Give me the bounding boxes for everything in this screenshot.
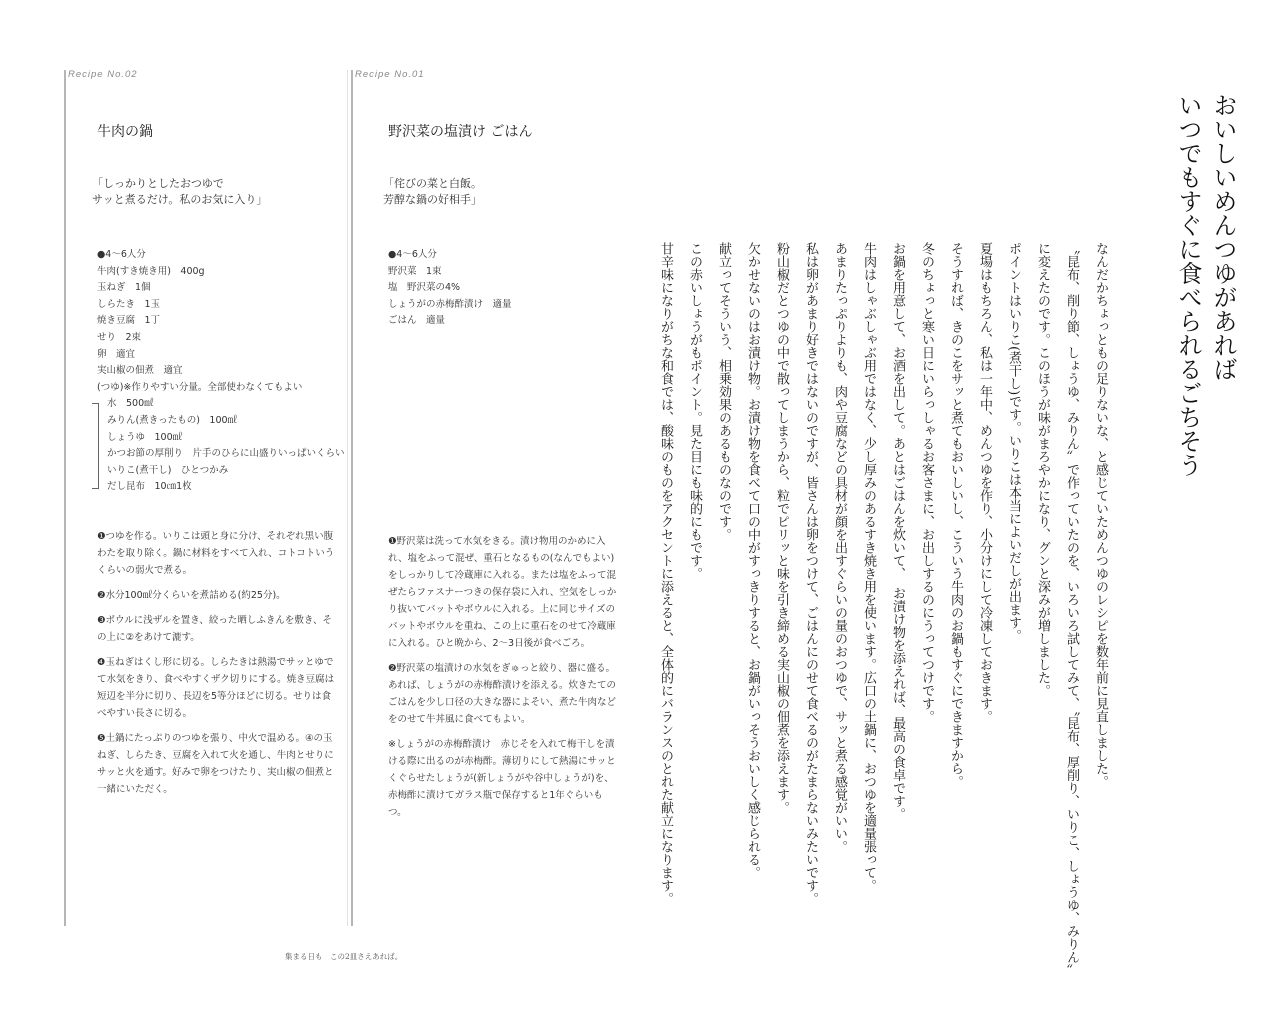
essay-column: お鍋を用意して、お酒を出して。あとはごはんを炊いて、 お漬け物を添えれば、最高の食卓です。: [890, 242, 905, 821]
ingredient: ごはん 適量: [388, 315, 446, 327]
panel-divider: [351, 70, 353, 926]
step: ❷水分100㎖分くらいを煮詰める(約25分)。: [97, 590, 286, 601]
note: ※しょうがの赤梅酢漬け 赤じそを入れて梅干しを漬ける際に出るのが赤梅酢。薄切りにして熱湯にサッとくぐらせたしょうが(新しょうがや谷中しょうが)を、赤梅酢に漬けてガラス瓶で保存すると1年ぐらいもつ。: [388, 739, 616, 818]
quote-line: 芳醇な鍋の好相手」: [383, 193, 482, 206]
essay-column: 粉山椒だとつゆの中で散ってしまうから、粒でピリッと味を引き締める実山椒の佃煮を添えます。: [774, 242, 789, 814]
ingredient: 玉ねぎ 1個: [97, 282, 151, 294]
essay-column: ポイントはいりこ(煮干し)です。いりこは本当によいだしが出ます。: [1006, 242, 1021, 643]
quote-line: 「侘びの菜と白飯。: [383, 177, 482, 190]
step: ❸ボウルに浅ザルを置き、絞った晒しふきんを敷き、その上に②をあけて漉す。: [97, 615, 332, 643]
essay-column: 私は卵があまり好きではないのですが、皆さんは卵をつけて、ごはんにのせて食べるのがたまらないみたいです。: [803, 242, 818, 905]
title-line: いつでもすぐに食べられるごちそう: [1174, 93, 1202, 477]
essay-title: [1170, 93, 1240, 477]
ingredient: ●4〜6人分: [97, 249, 146, 260]
ingredient: しょうがの赤梅酢漬け 適量: [388, 298, 512, 310]
page-footer: 集まる日も この2皿さえあれば。: [285, 952, 403, 961]
panel-divider: [347, 70, 348, 926]
recipe-quote: [92, 176, 267, 208]
essay-column: 献立ってそういう、相乗効果のあるものなのです。: [716, 242, 731, 541]
ingredient: (つゆ)※作りやすい分量。全部使わなくてもよい: [97, 381, 303, 393]
title-line: おいしいめんつゆがあれば: [1209, 93, 1237, 381]
step: ❷野沢菜の塩漬けの水気をぎゅっと絞り、器に盛る。あれば、しょうがの赤梅酢漬けを添える。炊きたてのごはんを少し口径の大きな器によそい、煮た牛肉などをのせて牛丼風に食べてもよい。: [388, 663, 617, 725]
recipe-title: 牛肉の鍋: [97, 124, 153, 140]
quote-line: 「しっかりとしたおつゆで: [92, 177, 224, 190]
recipe-number: Recipe No.01: [355, 69, 425, 80]
quote-line: サッと煮るだけ。私のお気に入り」: [92, 193, 268, 206]
step: ❹玉ねぎはくし形に切る。しらたきは熱湯でサッとゆでて水気をきり、食べやすくザク切りにする。焼き豆腐は短辺を半分に切り、長辺を5等分ほどに切る。せりは食べやすい長さに切る。: [97, 657, 335, 719]
ingredient: いりこ(煮干し) ひとつかみ: [107, 464, 229, 476]
ingredients-list: [97, 247, 345, 496]
essay-column: そうすれば、きのこをサッと煮てもおいしいし、こういう牛肉のお鍋もすぐにできますから。: [948, 242, 963, 788]
panel-divider: [64, 70, 66, 926]
ingredient: 水 500㎖: [107, 398, 154, 410]
essay-column: に変えたのです。このほうが味がまろやかになり、グンと深みが増しました。: [1035, 242, 1050, 697]
step: ❶つゆを作る。いりこは頭と身に分け、それぞれ黒い腹わたを取り除く。鍋に材料をすべて入れ、コトコトいうくらいの弱火で煮る。: [97, 531, 335, 576]
essay-column: 〝昆布、削り節、しょうゆ、みりん〟で作っていたのを、いろいろ試してみて、〝昆布、厚削り、いりこ、しょうゆ、みりん〟: [1064, 242, 1079, 977]
step: ❺土鍋にたっぷりのつゆを張り、中火で温める。④の玉ねぎ、しらたき、豆腐を入れて火を通し、牛肉とせりにサッと火を通す。好みで卵をつけたり、実山椒の佃煮と一緒にいただく。: [97, 733, 334, 795]
ingredient: かつお節の厚削り 片手のひらに山盛りいっぱいくらい: [107, 448, 345, 460]
step: ❶野沢菜は洗って水気をきる。漬け物用のかめに入れ、塩をふって混ぜ、重石となるもの(なんでもよい)をしっかりして冷蔵庫に入れる。または塩をふって混ぜたらファスナーつきの保存袋に入れ、空気をしっかり抜いてバットやボウルに入れる。上に同じサイズのバットやボウルを重ね、この上に重石をのせて冷蔵庫に入れる。ひと晩から、2〜3日後が食べごろ。: [388, 536, 617, 649]
essay-column: 冬のちょっと寒い日にいらっしゃるお客さまに、お出しするのにうってつけです。: [919, 242, 934, 723]
ingredient: しらたき 1玉: [97, 298, 161, 310]
ingredient: 塩 野沢菜の4%: [388, 282, 461, 294]
essay-column: この赤いしょうがもポイント。見た目にも味的にもです。: [687, 242, 702, 580]
recipe-title: 野沢菜の塩漬け ごはん: [388, 124, 533, 140]
ingredient: しょうゆ 100㎖: [107, 431, 183, 443]
recipe-number: Recipe No.02: [68, 69, 138, 80]
recipe-steps: [388, 533, 620, 829]
essay-column: 夏場はもちろん、私は一年中、めんつゆを作り、小分けにして冷凍しておきます。: [977, 242, 992, 723]
ingredients-list: [388, 247, 512, 330]
ingredient: 野沢菜 1束: [388, 265, 442, 277]
ingredient: ●4〜6人分: [388, 249, 437, 260]
ingredient: だし昆布 10㎝1枚: [107, 481, 192, 493]
ingredient: 卵 適宜: [97, 348, 136, 360]
essay-column: 牛肉はしゃぶしゃぶ用ではなく、少し厚みのあるすき焼き用を使います。広口の土鍋に、おつゆを適量張って。: [861, 242, 876, 892]
essay-body: [651, 242, 1115, 1002]
essay-column: あまりたっぷりよりも、肉や豆腐などの具材が顔を出すぐらいの量のおつゆで、サッと煮る感覚がいい。: [832, 242, 847, 853]
essay-column: 欠かせないのはお漬け物。お漬け物を食べて口の中がすっきりすると、お鍋がいっそうおいしく感じられる。: [745, 242, 760, 879]
ingredient: みりん(煮きったもの) 100㎖: [107, 414, 238, 426]
ingredient: せり 2束: [97, 331, 142, 343]
ingredient: 実山椒の佃煮 適宜: [97, 365, 183, 377]
essay-column: 甘辛味になりがちな和食では、酸味のものをアクセントに添えると、全体的にバランスのとれた献立になります。: [658, 242, 673, 905]
recipe-steps: [97, 528, 337, 806]
ingredient: 焼き豆腐 1丁: [97, 315, 161, 327]
recipe-quote: [383, 176, 482, 208]
essay-column: なんだかちょっともの足りないな、と感じていためんつゆのレシピを数年前に見直しました。: [1093, 242, 1108, 788]
ingredient: 牛肉(すき焼き用) 400g: [97, 265, 205, 277]
tsuyu-group: [97, 396, 345, 496]
